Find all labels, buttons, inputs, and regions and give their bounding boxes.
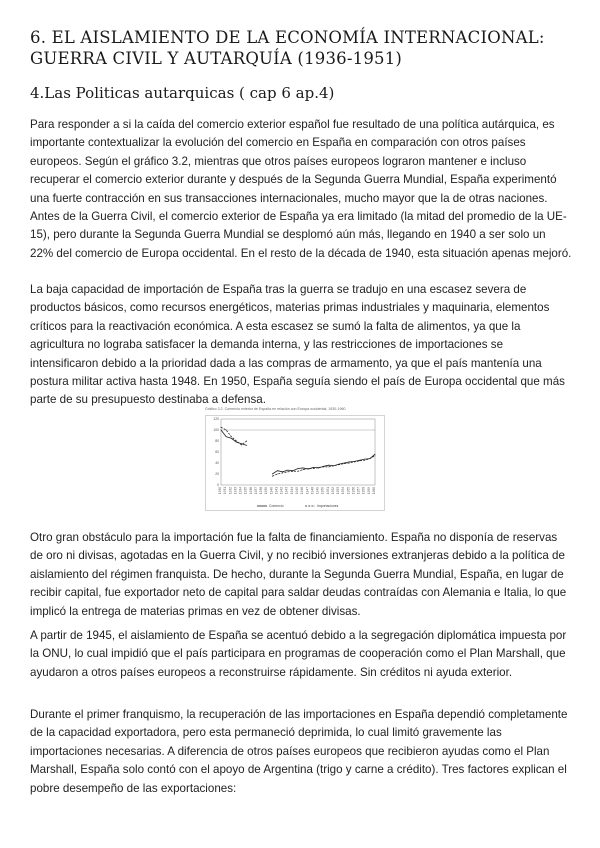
x-tick-label: 1958 xyxy=(361,487,366,495)
x-tick-label: 1953 xyxy=(336,487,341,495)
x-tick-label: 1941 xyxy=(274,487,279,495)
x-tick-label: 1930 xyxy=(218,487,222,495)
paragraph: A partir de 1945, el aislamiento de España se acentuó debido a la segregación diplomática impuesta por la ONU, lo cual impidió que el país participara en programas de cooperación como el Plan Marshall, que ayudaron a otros países europeos a reconstruirse rápidamente. Sin créditos ni ayuda exterior. xyxy=(30,629,567,679)
data-point xyxy=(277,474,278,475)
x-tick-label: 1959 xyxy=(366,487,371,495)
x-tick-label: 1956 xyxy=(351,487,356,495)
paragraph: Durante el primer franquismo, la recuperación de las importaciones en España dependió completamente de la capacidad exportadora, pero esta permaneció deprimida, lo cual limitó gravemente las importaciones necesarias. A diferencia de otros países europeos que recibieron ayudas como el Plan Marshall, España solo contó con el apoyo de Argentina (trigo y carne a crédito). Tres factores explican el pobre desempeño de las exportaciones: xyxy=(30,708,568,795)
data-point xyxy=(359,460,360,461)
x-tick-label: 1933 xyxy=(233,487,238,495)
x-tick-label: 1957 xyxy=(356,487,361,495)
chart-frame xyxy=(206,416,385,511)
figure-chart xyxy=(205,404,385,512)
y-tick-label: 60 xyxy=(215,450,219,455)
x-tick-label: 1947 xyxy=(305,487,310,495)
x-tick-label: 1936 xyxy=(248,487,253,495)
x-tick-label: 1932 xyxy=(228,487,233,495)
x-tick-label: 1950 xyxy=(320,487,325,495)
paragraph: Para responder a si la caída del comercio exterior español fue resultado de una política autárquica, es importante contextualizar la evolución del comercio en España en comparación con otros países europeos. Según el gráfico 3.2, mientras que otros países europeos lograron mantener e incluso recuperar el comercio exterior durante y después de la Segunda Guerra Mundial, España experimentó una fuerte contracción en sus transacciones internacionales, mucho mayor que la de otras naciones. Antes de la Guerra Civil, el comercio exterior de España ya era limitado (la mitad del promedio de la UE-15), pero durante la Segunda Guerra Mundial se desplomó aún más, llegando en 1940 a ser solo un 22% del comercio de Europa occidental. En el resto de la década de 1940, esta situación apenas mejoró. xyxy=(30,118,572,260)
data-point xyxy=(226,430,227,431)
x-tick-label: 1948 xyxy=(310,487,315,495)
x-tick-label: 1954 xyxy=(341,487,346,495)
y-tick-label: 120 xyxy=(213,417,219,422)
x-tick-label: 1939 xyxy=(264,487,269,495)
y-tick-label: 80 xyxy=(215,439,219,444)
data-point xyxy=(318,467,319,468)
x-tick-label: 1945 xyxy=(295,487,299,495)
x-tick-label: 1943 xyxy=(284,487,289,495)
y-tick-label: 0 xyxy=(217,483,219,488)
x-tick-label: 1946 xyxy=(300,487,305,495)
x-tick-label: 1955 xyxy=(346,487,351,495)
y-tick-label: 20 xyxy=(215,472,219,477)
figure-caption: Gráfico 3.2. Comercio exterior de España en relación con Europa occidental, 1930-1960 xyxy=(205,407,346,411)
legend-label: Comercio xyxy=(269,504,284,508)
x-tick-label: 1938 xyxy=(259,487,264,495)
paragraph: Otro gran obstáculo para la importación fue la falta de financiamiento. España no disponía de reservas de oro ni divisas, agotadas en la Guerra Civil, y no recibió inversiones extranjeras debido a la política de aislamiento del régimen franquista. De hecho, durante la Segunda Guerra Mundial, España, en lugar de recibir capital, fue exportador neto de capital para saldar deudas contraídas con Alemania e Italia, lo que implicó la entrega de materias primas en vez de obtener divisas. xyxy=(30,531,567,618)
legend-label: Importaciones xyxy=(317,504,339,508)
y-tick-label: 40 xyxy=(215,461,219,466)
data-point xyxy=(375,455,376,456)
section-title: 4.Las Politicas autarquicas ( cap 6 ap.4) xyxy=(30,84,335,102)
x-tick-label: 1931 xyxy=(223,487,228,495)
x-tick-label: 1937 xyxy=(253,487,258,495)
line-chart xyxy=(205,415,385,511)
y-tick-label: 100 xyxy=(213,428,219,433)
x-tick-label: 1949 xyxy=(315,487,320,495)
x-tick-label: 1935 xyxy=(243,487,248,495)
x-tick-label: 1952 xyxy=(330,487,335,495)
chapter-title: 6. EL AISLAMIENTO DE LA ECONOMÍA INTERNACIONAL: GUERRA CIVIL Y AUTARQUÍA (1936-1951) xyxy=(30,28,545,68)
x-tick-label: 1960 xyxy=(372,487,376,495)
x-tick-label: 1951 xyxy=(325,487,330,495)
x-tick-label: 1942 xyxy=(279,487,284,495)
x-tick-label: 1940 xyxy=(269,487,274,495)
x-tick-label: 1934 xyxy=(238,487,243,495)
x-tick-label: 1944 xyxy=(289,487,294,495)
paragraph: La baja capacidad de importación de España tras la guerra se tradujo en una escasez severa de productos básicos, como recursos energéticos, materias primas industriales y maquinaria, elementos críticos para la reactivación económica. A esta escasez se sumó la falta de alimentos, ya que la agricultura no lograba satisfacer la demanda interna, y las restricciones de importaciones se intensificaron debido a la prioridad dada a las compras de armamento, ya que el país mantenía una postura militar activa hasta 1948. En 1950, España seguía siendo el país de Europa occidental que más parte de su presupuesto destinaba a defensa. xyxy=(30,283,565,407)
